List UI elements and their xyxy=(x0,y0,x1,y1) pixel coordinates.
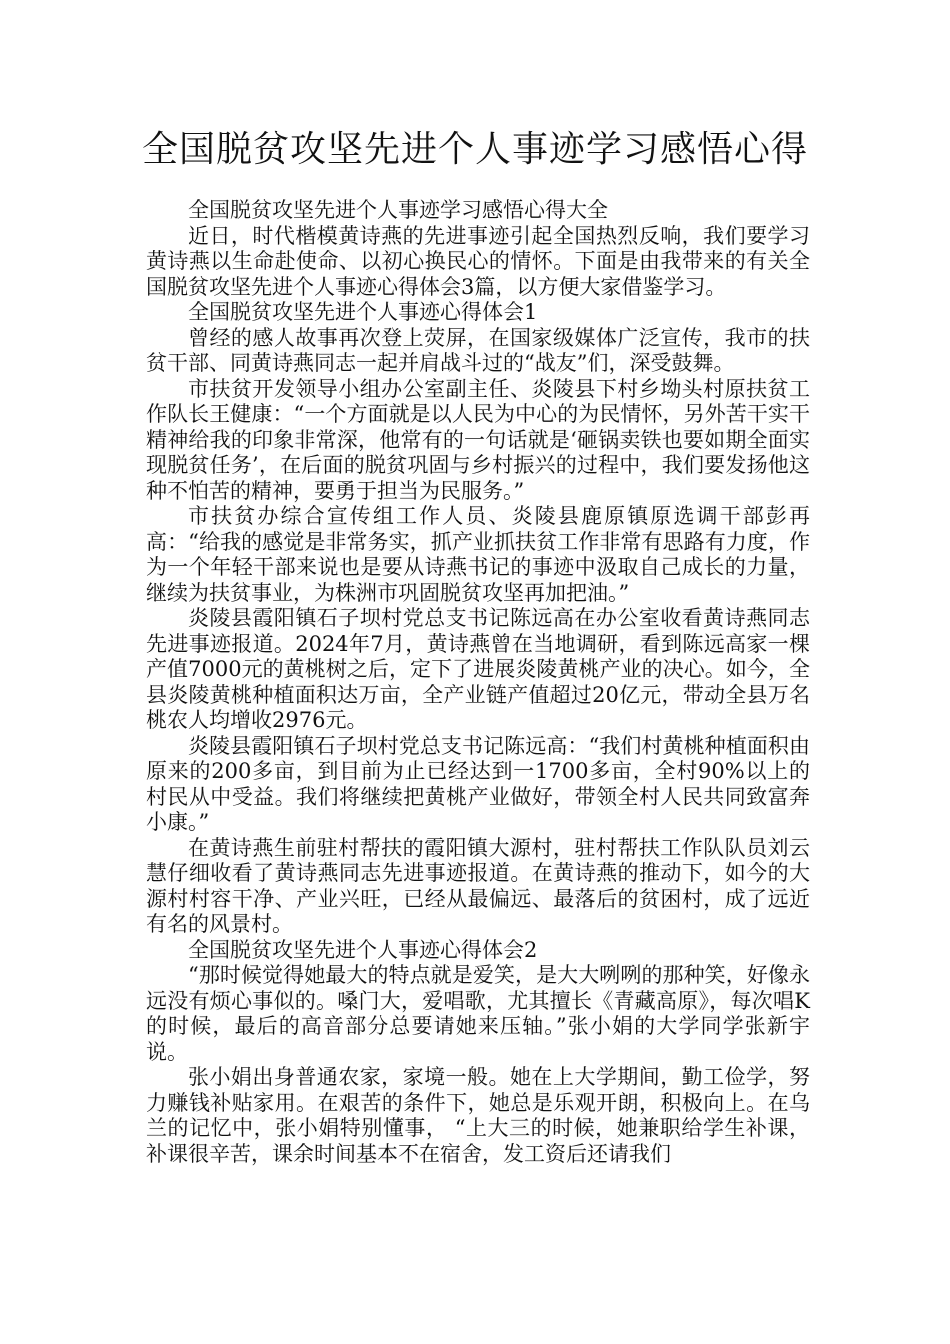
paragraph: “那时候觉得她最大的特点就是爱笑，是大大咧咧的那种笑，好像永远没有烦心事似的。嗓门大，爱唱歌，尤其擅长《青藏高原》，每次唱K的时候，最后的高音部分总要请她来压轴。”张小娟的大学同学张新宇说。 xyxy=(146,963,810,1064)
paragraph: 炎陵县霞阳镇石子坝村党总支书记陈远高在办公室收看黄诗燕同志先进事迹报道。2024年7月，黄诗燕曾在当地调研，看到陈远高家一棵产值7000元的黄桃树之后，定下了进展炎陵黄桃产业的决心。如今，全县炎陵黄桃种植面积达万亩，全产业链产值超过20亿元，带动全县万名桃农人均增收2976元。 xyxy=(146,606,810,732)
paragraph: 市扶贫开发领导小组办公室副主任、炎陵县下村乡坳头村原扶贫工作队长王健康：“一个方面就是以人民为中心的为民情怀，另外苦干实干精神给我的印象非常深，他常有的一句话就是‘砸锅卖铁也要如期全面实现脱贫任务’，在后面的脱贫巩固与乡村振兴的过程中，我们要发扬他这种不怕苦的精神，要勇于担当为民服务。” xyxy=(146,376,810,503)
section-heading-2: 全国脱贫攻坚先进个人事迹心得体会2 xyxy=(188,937,538,962)
document-body xyxy=(146,198,810,1167)
paragraph: 市扶贫办综合宣传组工作人员、炎陵县鹿原镇原选调干部彭再高：“给我的感觉是非常务实，抓产业抓扶贫工作非常有思路有力度，作为一个年轻干部来说也是要从诗燕书记的事迹中汲取自己成长的力量，继续为扶贫事业，为株洲市巩固脱贫攻坚再加把油。” xyxy=(146,504,810,605)
paragraph: 曾经的感人故事再次登上荧屏，在国家级媒体广泛宣传，我市的扶贫干部、同黄诗燕同志一起并肩战斗过的“战友”们，深受鼓舞。 xyxy=(146,325,810,375)
paragraph: 张小娟出身普通农家，家境一般。她在上大学期间，勤工俭学，努力赚钱补贴家用。在艰苦的条件下，她总是乐观开朗，积极向上。在乌兰的记忆中，张小娟特别懂事， “上大三的时候，她兼职给学生补课，补课很辛苦，课余时间基本不在宿舍，发工资后还请我们 xyxy=(146,1065,810,1166)
paragraph: 近日，时代楷模黄诗燕的先进事迹引起全国热烈反响，我们要学习黄诗燕以生命赴使命、以初心换民心的情怀。下面是由我带来的有关全国脱贫攻坚先进个人事迹心得体会3篇，以方便大家借鉴学习。 xyxy=(146,223,810,299)
paragraph: 炎陵县霞阳镇石子坝村党总支书记陈远高：“我们村黄桃种植面积由原来的200多亩，到目前为止已经达到一1700多亩，全村90%以上的村民从中受益。我们将继续把黄桃产业做好，带领全村人民共同致富奔小康。” xyxy=(146,733,810,834)
document-title: 全国脱贫攻坚先进个人事迹学习感悟心得 xyxy=(141,129,808,170)
paragraph: 在黄诗燕生前驻村帮扶的霞阳镇大源村，驻村帮扶工作队队员刘云慧仔细收看了黄诗燕同志先进事迹报道。在黄诗燕的推动下，如今的大源村村容干净、产业兴旺，已经从最偏远、最落后的贫困村，成了远近有名的风景村。 xyxy=(146,835,810,936)
paragraph-subtitle: 全国脱贫攻坚先进个人事迹学习感悟心得大全 xyxy=(188,198,608,222)
section-heading-1: 全国脱贫攻坚先进个人事迹心得体会1 xyxy=(188,300,538,324)
